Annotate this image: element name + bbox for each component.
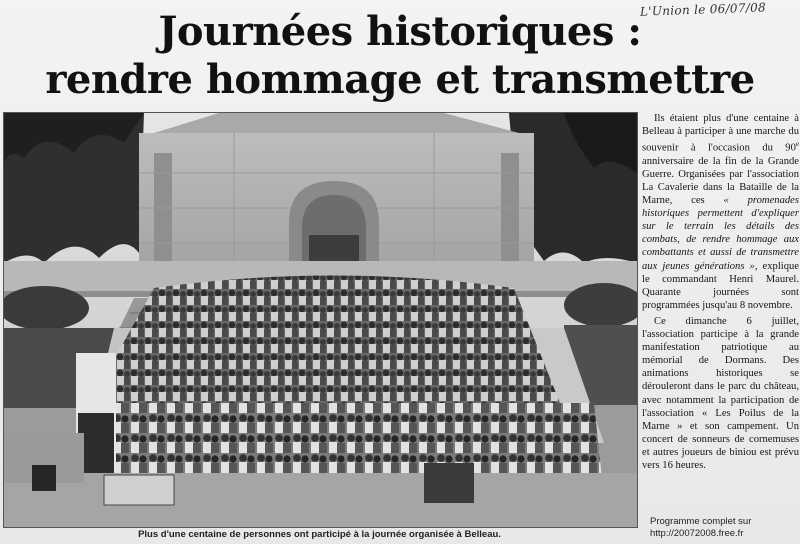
article-body [642,112,799,472]
group-photo-illustration [4,113,637,527]
group-photo [3,112,638,528]
headline [40,8,760,104]
footnote-line-1: Programme complet sur [650,516,752,527]
photo-caption: Plus d'une centaine de personnes ont participé à la journée organisée à Belleau. [138,529,501,540]
p1-mid: anniversaire de la fin de la Grande Guerre. Organisées par l'association La Cavalerie dans la Bataille de la Marne, ces [642,155,799,207]
p1-superscript: e [795,140,799,149]
footnote-url: http://20072008.free.fr [650,528,744,539]
article-paragraph-1 [642,112,799,312]
p1-start: Ils étaient plus d'une centaine à Belleau à participer à une marche du souvenir à l'occasion du 90 [642,113,799,154]
article-paragraph-2: Ce dimanche 6 juillet, l'association participe à la grande manifestation patriotique au mémorial de Dormans. Des animations historiques se dérouleront dans le parc du château, avec notamment la participation de l'association « Les Poilus de la Marne » et son campement. Un concert de sonneurs de cornemuses et autres joueurs de biniou est prévu vers 16 heures. [642,315,799,471]
program-footnote [650,516,798,540]
headline-line-2: rendre hommage et transmettre [45,56,755,103]
handwritten-date-note: L'Union le 06/07/08 [639,0,767,19]
p1-quote: « promenades historiques permettent d'expliquer sur le terrain les détails des combats, de rendre hommage aux combattants et aussi de transmettre aux jeunes générations » [642,195,799,272]
p1-end: , explique le commandant Henri Maurel. Quarante journées sont programmées jusqu'au 8 novembre. [642,260,800,311]
headline-line-1: Journées historiques : [158,8,642,55]
